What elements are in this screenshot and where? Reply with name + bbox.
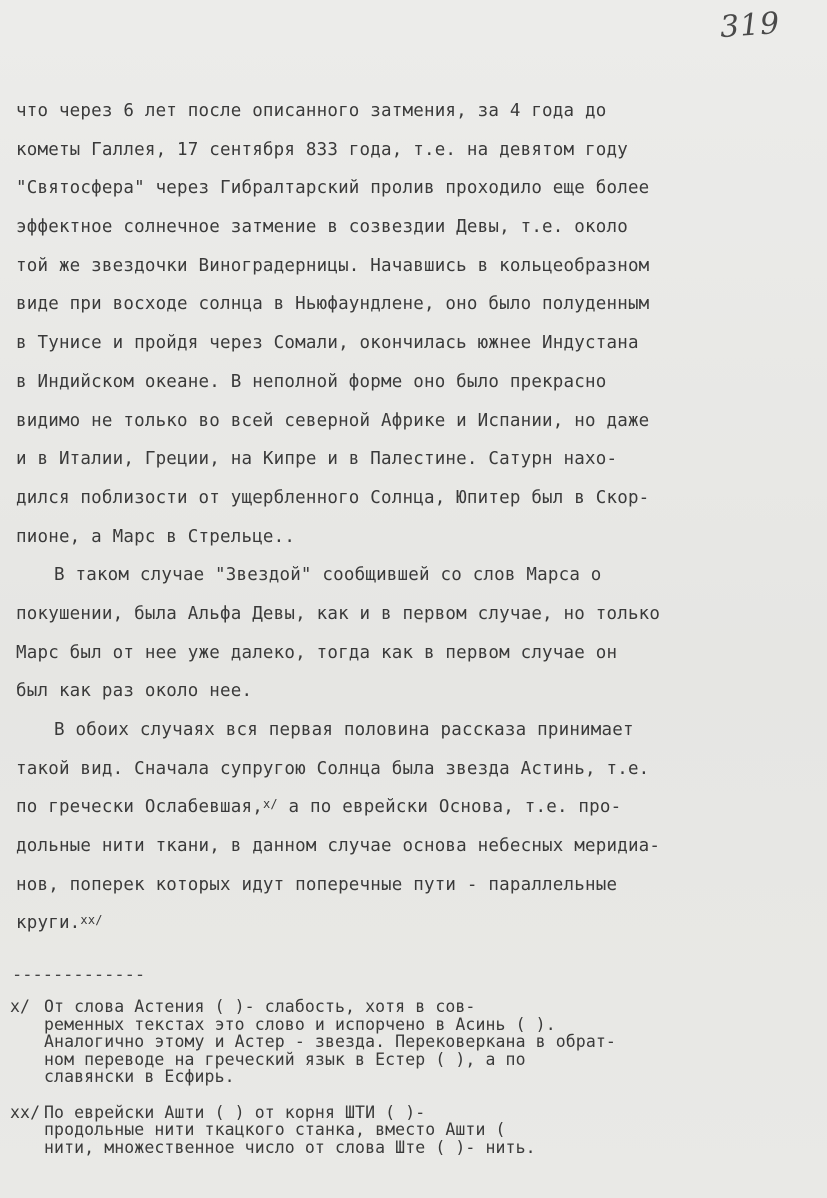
footnote-marker: x/ bbox=[10, 997, 31, 1016]
footnote-line: ном переводе на греческий язык в Естер ( ), а по bbox=[44, 1049, 526, 1069]
footnote-line: славянски в Есфирь. bbox=[44, 1067, 235, 1086]
text-line: покушении, была Альфа Девы, как и в первом случае, но только bbox=[16, 603, 661, 624]
text-line: эффектное солнечное затмение в созвездии Девы, т.е. около bbox=[16, 217, 628, 238]
footnote-marker: xx/ bbox=[10, 1102, 41, 1122]
text-line: пионе, а Марс в Стрельце.. bbox=[16, 526, 296, 547]
text-line: был как раз около нее. bbox=[16, 681, 253, 702]
footnote-line: ременных текстах это слово и испорчено в Асинь ( ). bbox=[44, 1014, 556, 1034]
text-line: и в Италии, Греции, на Кипре и в Палестине. Сатурн нахо- bbox=[16, 449, 618, 470]
text-line: дольные нити ткани, в данном случае основа небесных меридиа- bbox=[16, 836, 661, 857]
main-text bbox=[16, 92, 816, 943]
page-number: 319 bbox=[718, 5, 782, 46]
text-segment: круги. bbox=[16, 913, 81, 934]
text-line: видимо не только во всей северной Африке и Испании, но даже bbox=[16, 410, 650, 431]
footnotes bbox=[10, 998, 815, 1174]
footnote-line: нити, множественное число от слова Ште ( )- нить. bbox=[44, 1137, 536, 1157]
text-line: "Святосфера" через Гибралтарский пролив проходило еще более bbox=[16, 178, 650, 199]
text-line-with-footnote-ref bbox=[16, 788, 816, 827]
text-line: дился поблизости от ущербленного Солнца, Юпитер был в Скор- bbox=[16, 487, 650, 508]
text-line: в Тунисе и пройдя через Сомали, окончилась южнее Индустана bbox=[16, 333, 639, 354]
footnote-ref: xx/ bbox=[80, 913, 103, 928]
footnote-separator: ------------- bbox=[12, 965, 146, 985]
footnote-text: По еврейски Ашти ( ) от корня ШТИ ( )- bbox=[44, 1102, 426, 1122]
footnote bbox=[10, 1104, 815, 1157]
text-line: нов, поперек которых идут поперечные пути - параллельные bbox=[16, 874, 618, 895]
footnote bbox=[10, 998, 815, 1086]
text-line: В таком случае "Звездой" сообщившей со слов Марса о bbox=[54, 565, 602, 586]
text-line: что через 6 лет после описанного затмения, за 4 года до bbox=[16, 101, 607, 121]
footnote-line: Аналогично этому и Астер - звезда. Перековеркана в обрат- bbox=[44, 1032, 616, 1051]
footnote-line: продольные нити ткацкого станка, вместо Ашти ( bbox=[44, 1120, 506, 1139]
text-line: виде при восходе солнца в Ньюфаундлене, оно было полуденным bbox=[16, 294, 650, 315]
footnote-line bbox=[10, 1104, 815, 1122]
text-line: той же звездочки Виноградерницы. Начавшись в кольцеобразном bbox=[16, 255, 650, 276]
text-line: В обоих случаях вся первая половина рассказа принимает bbox=[54, 720, 634, 740]
text-line: такой вид. Сначала супругою Солнца была звезда Астинь, т.е. bbox=[16, 758, 650, 779]
text-segment: по гречески Ослабевшая, bbox=[16, 797, 263, 818]
text-line: кометы Галлея, 17 сентября 833 года, т.е. на девятом году bbox=[16, 139, 628, 160]
footnote-text: От слова Астения ( )- слабость, хотя в сов- bbox=[44, 997, 476, 1016]
text-segment: а по еврейски Основа, т.е. про- bbox=[288, 797, 622, 818]
text-line-with-footnote-ref bbox=[16, 904, 816, 943]
text-line: в Индийском океане. В неполной форме оно было прекрасно bbox=[16, 371, 607, 392]
footnote-line bbox=[10, 998, 815, 1016]
text-line: Марс был от нее уже далеко, тогда как в первом случае он bbox=[16, 642, 618, 663]
footnote-ref: x/ bbox=[262, 797, 278, 812]
